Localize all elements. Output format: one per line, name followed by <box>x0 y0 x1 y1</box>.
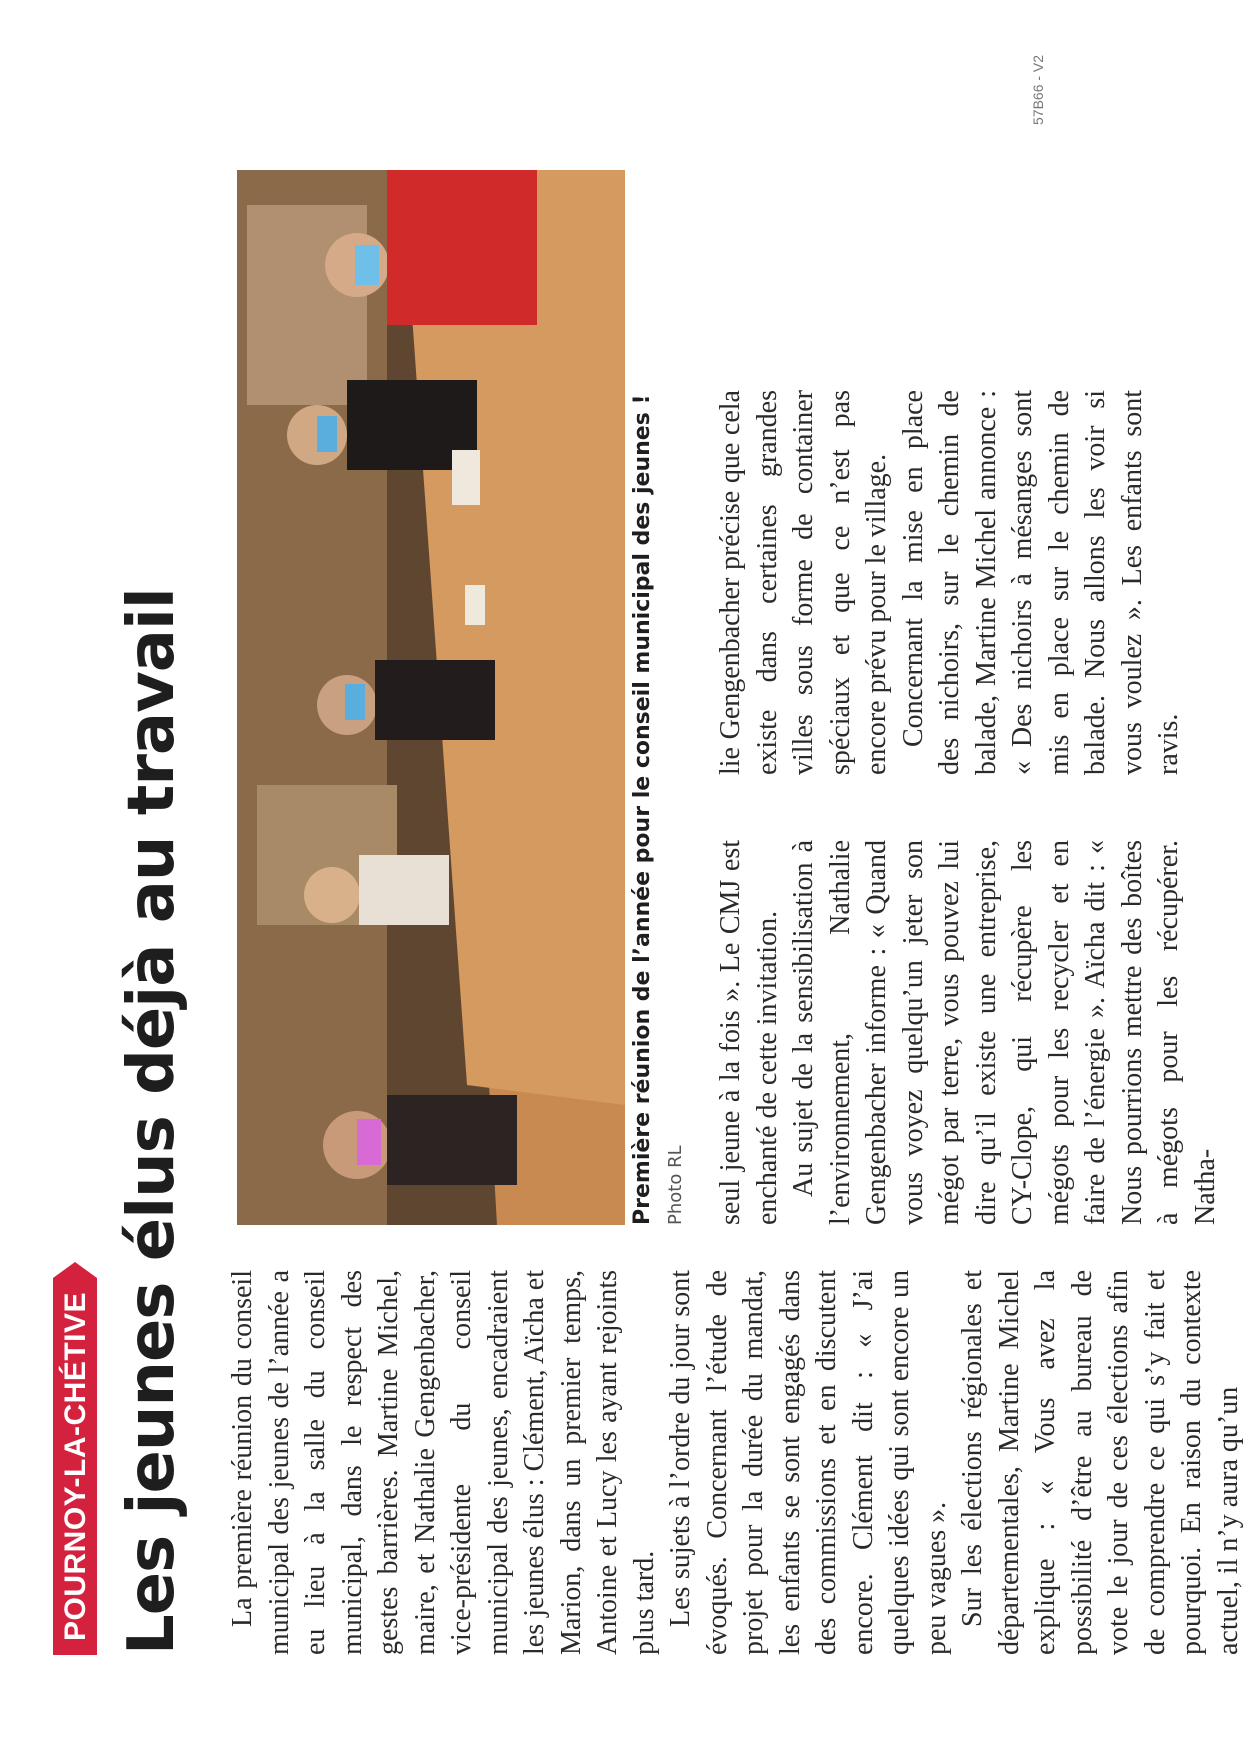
photo-caption: Première réunion de l’année pour le conseil municipal des jeunes ! <box>630 394 655 1225</box>
newspaper-article <box>25 35 1244 1655</box>
text-column-3 <box>713 390 1188 775</box>
paragraph: seul jeune à la fois ». Le CMJ est enchanté de cette invitation. <box>715 840 783 1225</box>
headline: Les jeunes élus déjà au travail <box>115 588 189 1655</box>
paragraph: Au sujet de la sensibilisation à l’environnement, Nathalie Gengenbacher informe : « Quand vous voyez quelqu’un jeter son mégot par terre, vous pouvez lui dire qu’il existe une entreprise, CY-Clope, qui récupère les mégots pour les recycler et en faire de l’énergie ». Aïcha dit : « Nous pourrions mettre des boîtes à mégots pour les récupérer. Natha- <box>788 840 1221 1225</box>
photo-illustration <box>237 170 625 1225</box>
paragraph: La première réunion du conseil municipal des jeunes de l’année a eu lieu à la salle du conseil municipal, dans le respect des gestes barrières. Martine Michel, maire, et Nathalie Gengenbacher, vice-présidente du conseil municipal des jeunes, encadraient les jeunes élus : Clément, Aïcha et Marion, dans un premier temps, Antoine et Lucy les ayant rejoints plus tard. <box>227 1270 660 1655</box>
paragraph: Les sujets à l’ordre du jour sont évoqués. Concernant l’étude de projet pour la durée du mandat, les enfants se sont engagés dans des commissions et en discutent encore. Clément dit : « J’ai quelques idées qui sont encore un peu vagues ». <box>665 1270 952 1655</box>
paragraph: Sur les élections régionales et départementales, Martine Michel explique : « Vous avez la possibilité d’être au bureau de vote le jour de ces élections afin de comprendre ce qui s’y fait et pourquoi. En raison du contexte actuel, il n’y aura qu’un <box>957 1270 1244 1655</box>
paragraph: lie Gengenbacher précise que cela existe dans certaines grandes villes sous forme de container spéciaux et que ce n’est pas encore prévu pour le village. <box>715 390 892 775</box>
text-column-2 <box>713 840 1224 1225</box>
photo-credit: Photo RL <box>665 1145 686 1225</box>
text-column-1 <box>225 1270 1247 1655</box>
meeting-photo <box>237 170 625 1225</box>
page-code: 57B66 - V2 <box>1030 54 1046 125</box>
section-label: POURNOY-LA-CHÉTIVE <box>53 1278 97 1655</box>
paragraph: Concernant la mise en place des nichoirs, sur le chemin de balade, Martine Michel annonce : « Des nichoirs à mésanges sont mis en place sur le chemin de balade. Nous allons les voir si vous voulez ». Les enfants sont ravis. <box>897 390 1184 775</box>
